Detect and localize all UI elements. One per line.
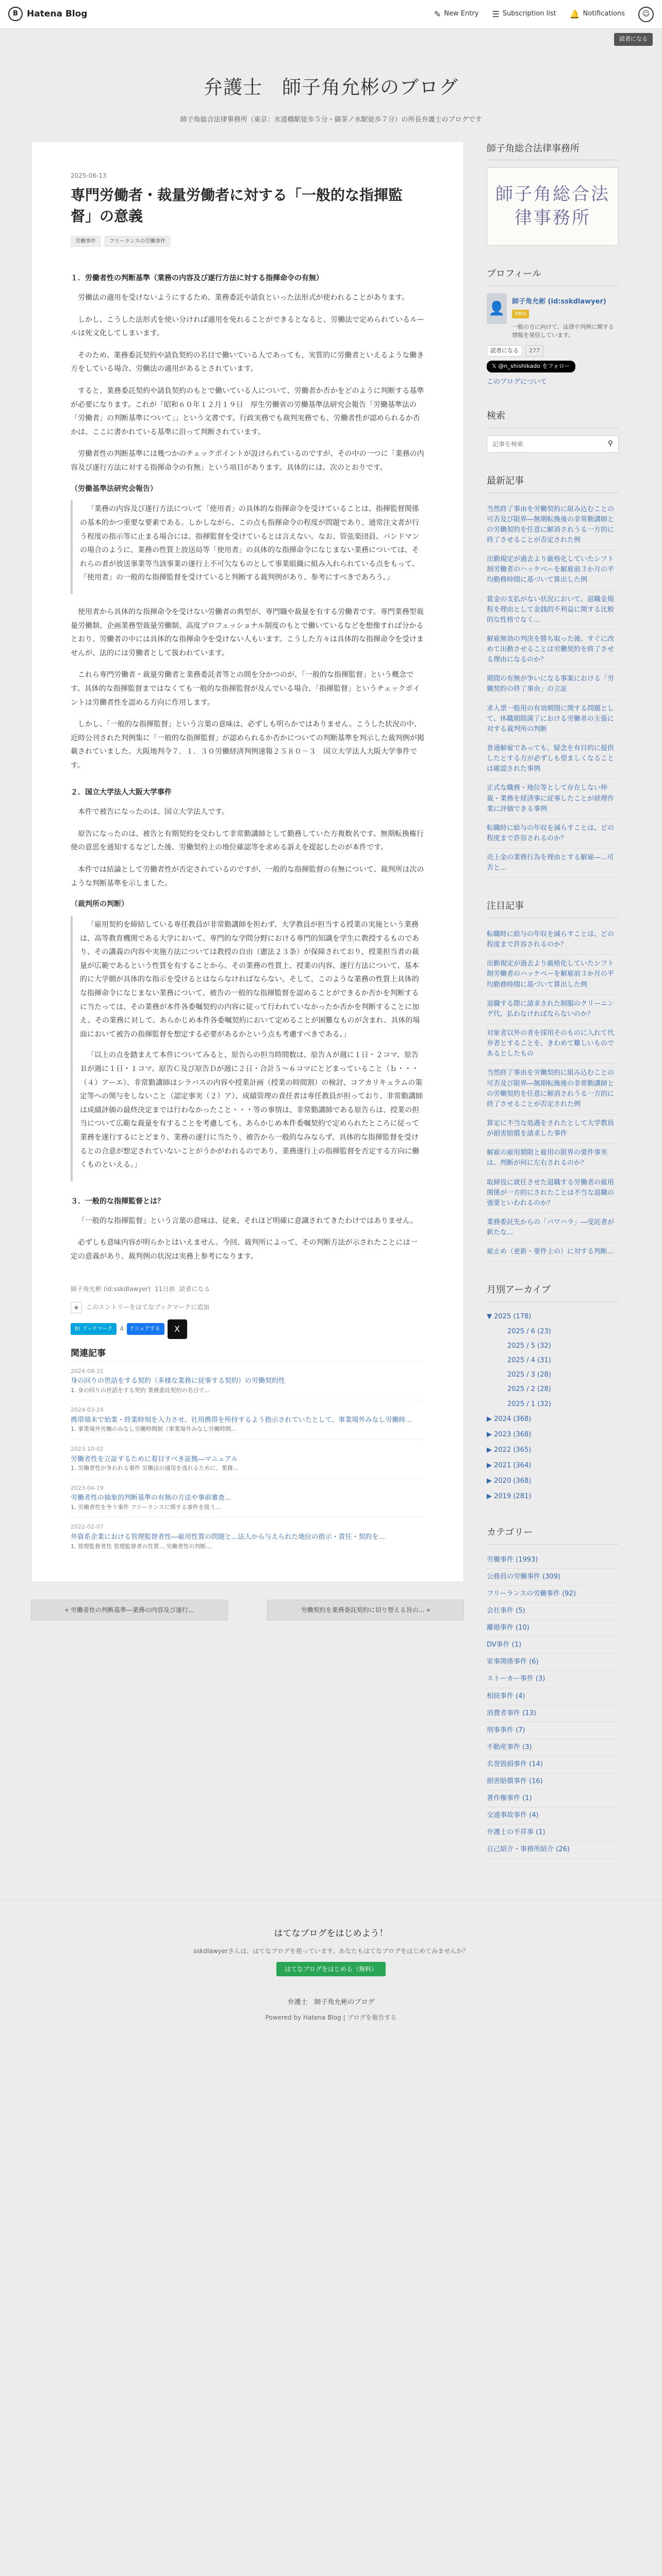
- quote-source: （労働基準法研究会報告）: [71, 484, 157, 493]
- recent-entry-link[interactable]: 解雇無効の判決を勝ち取った後、すぐに改めて出勤させることは労働契約を終了させる理由になるのか？: [487, 630, 619, 670]
- profile-avatar[interactable]: 👤: [487, 293, 507, 324]
- footer-title: はてなブログをはじめよう！: [274, 1928, 388, 1939]
- category-link[interactable]: ストーカー事件 (3): [487, 1671, 619, 1688]
- profile-name[interactable]: 師子角允彬 (id:sskdlawyer): [512, 297, 606, 306]
- star-label: このエントリーをはてなブックマークに追加: [86, 1303, 210, 1311]
- facebook-share-button[interactable]: f シェアする: [127, 1323, 164, 1335]
- category-link[interactable]: 名誉毀損事件 (14): [487, 1756, 619, 1773]
- category-link[interactable]: 交通事故事件 (4): [487, 1807, 619, 1824]
- notifications-link[interactable]: [570, 7, 625, 21]
- category-link[interactable]: DV事件 (1): [487, 1637, 619, 1654]
- related-snippet: 1. 身の回りの世話をする契約 業務委託契約の名目で...: [71, 1386, 210, 1394]
- blog-title[interactable]: 弁護士 師子角允彬のブログ: [204, 76, 458, 98]
- popular-entry-link[interactable]: 退職する際に請求された制服のクリーニング代、払わなければならないのか？: [487, 995, 619, 1024]
- start-blog-button[interactable]: はてなブログをはじめる（無料）: [276, 1962, 386, 1976]
- popular-entry-link[interactable]: 出勤規定が過去より厳格化していたシフト制労働者のハッケベーを解雇前３か月の平均勤務時間に基づいて算出した例: [487, 955, 619, 994]
- paragraph: そのため、業務委託契約や請負契約の名目で働いている人であっても、実質的に労働者といえるような働き方をしている場合、労働法の適用があるとされています。: [71, 351, 424, 374]
- archive-year[interactable]: ▶ 2024 (368): [487, 1415, 532, 1423]
- section-heading: １．労働者性の判断基準（業務の内容及び遂行方法に対する指揮命令の有無）: [71, 274, 323, 283]
- archive-year[interactable]: ▶ 2021 (364): [487, 1461, 532, 1469]
- sidebar: [487, 141, 619, 1879]
- related-date: 2023-04-19: [71, 1484, 104, 1492]
- category-link[interactable]: 公務員の労働事件 (309): [487, 1569, 619, 1586]
- popular-entry-link[interactable]: 解雇の雇用期限と雇用の限界の要件事実は、判断が何に左右されるのか？: [487, 1144, 619, 1173]
- module-title: 月別アーカイブ: [487, 1282, 619, 1302]
- related-link[interactable]: 外資系企業における管理監督者性―雇用性質の問題と...法人から与えられた地位の指示・責任・契約を...: [71, 1533, 385, 1541]
- x-follow-button[interactable]: 𝕏 @n_shishikado をフォロー: [487, 361, 575, 372]
- category-link[interactable]: 弁護士の不祥事 (1): [487, 1824, 619, 1841]
- paragraph: 使用者から具体的な指揮命令を受けない労働者の典型が、専門職や裁量を有する労働者です。専門業務型裁量労働制、企画業務型裁量労働制、高度プロフェッショナル制度のもとで働いているなどを想像すれば分かるとおり、労働者の中には具体的な指揮命令を受けない人もいます。こうした方々は具体的な指揮命令を受けませんが、法的には労働者として扱われています。: [71, 607, 424, 657]
- about-link[interactable]: このブログについて: [487, 378, 547, 386]
- category-tag[interactable]: フリーランスの労働事件: [105, 236, 170, 247]
- entry-footer: [71, 1284, 424, 1556]
- category-link[interactable]: 労働事件 (1993): [487, 1552, 619, 1569]
- paragraph: すると、業務委託契約や請負契約のもとで働いている人について、労働者か否かをどのように判断する基準が必要になります。これが「昭和６０年１２月１９日 厚生労働省の労働基準法研究会報告「労働基準法の「労働者」の判断基準について」」という文書です。行政実務でも裁判実務でも、労働者性が認められるか否かは、ここに書かれている基準に沿って判断されています。: [71, 387, 424, 436]
- section-heading: ３．一般的な指揮監督とは？: [71, 1197, 164, 1206]
- popular-entry-link[interactable]: 転職時に給与の年収を減らすことは、どの程度まで許容されるのか？: [487, 925, 619, 955]
- recent-entry-link[interactable]: 期間の有無が争いになる事案における「労働契約の終了事由」の立証: [487, 670, 619, 699]
- category-link[interactable]: 相続事件 (4): [487, 1688, 619, 1705]
- profile-text: 一般の方に向けて、法律や判例に関する情報を発信しています。: [512, 323, 614, 339]
- notifications-label: Notifications: [583, 10, 625, 18]
- related-snippet: 1. 労働者性が争われる事件 労働法の適用を逃れるために、業務...: [71, 1465, 238, 1472]
- module-title: カテゴリー: [487, 1525, 619, 1545]
- module-title: プロフィール: [487, 266, 619, 286]
- subscription-link[interactable]: [492, 7, 556, 21]
- category-tag[interactable]: 労働事件: [71, 236, 101, 247]
- x-share-button[interactable]: X: [168, 1319, 187, 1339]
- module-title: 最新記事: [487, 473, 619, 493]
- module-title: 師子角総合法律事務所: [487, 141, 619, 161]
- recent-entry-link[interactable]: 出勤規定が過去より厳格化していたシフト制労働者のハッケベーを解雇前３か月の平均勤務時間に基づいて算出した例: [487, 550, 619, 590]
- paragraph: 労働法の適用を受けないようにするため、業務委託や請負といった法形式が使われることがあります。: [78, 294, 409, 302]
- paragraph: 本件では結論として労働者性が否定されているのですが、一般的な指揮監督の有無について、裁判所は次のような判断基準を示しました。: [71, 866, 424, 888]
- paragraph: 本件で被告になったのは、国立大学法人です。: [78, 808, 229, 817]
- paragraph: しかし、こうした法形式を使い分ければ適用を免れることができるとなると、労働法で定められているルールは死文化してしまいます。: [71, 315, 424, 338]
- popular-entry-link[interactable]: 対象者以外の者を採用そのものに入れて代弁者とすることを、きわめて難しいものであるとしたもの: [487, 1024, 619, 1064]
- category-link[interactable]: 刑事事件 (7): [487, 1722, 619, 1739]
- recent-entry-link[interactable]: 転職時に給与の年収を減らすことは、どの程度まで許容されるのか？: [487, 819, 619, 849]
- prev-entry-button[interactable]: « 労働者性の判断基準―業務の内容及び遂行...: [31, 1600, 228, 1620]
- related-snippet: 1. 事業場外労働のみなし労働時間制（事業場外みなし労働時間...: [71, 1426, 237, 1433]
- archive-month[interactable]: 2025 / 1 (32): [507, 1400, 551, 1408]
- paragraph: しかし、「一般的な指揮監督」という言葉の意味は、必ずしも明らかではありません。こうした状況の中、近時公刊された判例集に「一般的な指揮監督」が認められるか否かについての判断基準を判示した裁判例が掲載されていました。大阪地判令７．１．３０労働経済判例速報２５８０－３ 国立大学法人大阪大学事件です。: [71, 720, 424, 770]
- related-entry[interactable]: [71, 1478, 424, 1517]
- search-icon[interactable]: ⚲: [607, 439, 613, 448]
- category-link[interactable]: 離婚事件 (10): [487, 1620, 619, 1637]
- recent-entry-link[interactable]: 求人票一般用の有効期間に関する問題として、休職期間満了における労働者の主張に対する裁判所の判断: [487, 700, 619, 739]
- subscriber-count: 277: [525, 345, 543, 357]
- archive-year-2025[interactable]: ▼ 2025 (178): [487, 1313, 532, 1321]
- category-link[interactable]: 消費者事件 (13): [487, 1705, 619, 1722]
- category-link[interactable]: 著作権事件 (1): [487, 1790, 619, 1807]
- add-star-icon[interactable]: ★: [71, 1302, 82, 1313]
- new-entry-label: New Entry: [444, 10, 479, 18]
- bell-icon: 🔔: [569, 9, 580, 19]
- hatena-logo-icon: B: [8, 7, 23, 21]
- section-heading: ２．国立大学法人大阪大学事件: [71, 788, 172, 797]
- user-avatar-icon[interactable]: ☺: [638, 7, 654, 22]
- related-link[interactable]: 労働者性の抽象的判断基準の有無の方法や事前審査...: [71, 1494, 231, 1502]
- related-snippet: 1. 管理監督者性 管理監督者の性質... 労働者性の判断...: [71, 1543, 211, 1550]
- related-title: 関連記事: [71, 1348, 106, 1359]
- hatena-blog-logo[interactable]: [8, 7, 87, 22]
- author-link[interactable]: 師子角允彬 (id:sskdlawyer): [71, 1285, 151, 1293]
- entry-title[interactable]: 専門労働者・裁量労働者に対する「一般的な指揮監督」の意義: [71, 187, 403, 225]
- new-entry-link[interactable]: [434, 7, 478, 21]
- global-header: [0, 0, 662, 29]
- popular-entry-link[interactable]: 算定に不当な処遇をされたとして大学教員が損害賠償を請求した事件: [487, 1114, 619, 1144]
- category-link[interactable]: 自己紹介・事務所紹介 (26): [487, 1841, 619, 1858]
- archive-month[interactable]: 2025 / 5 (32): [507, 1342, 551, 1350]
- next-entry-button[interactable]: 労働契約を業務委託契約に切り替える旨の... »: [267, 1600, 464, 1620]
- related-entry[interactable]: [71, 1439, 424, 1478]
- related-date: 2023-10-02: [71, 1445, 104, 1452]
- subscribe-link[interactable]: 読者になる: [179, 1285, 210, 1293]
- hatena-bookmark-button[interactable]: B! ブックマーク: [71, 1323, 117, 1335]
- paragraph: これら専門労働者・裁量労働者と業務委託者等との間を分かつのが、「一般的な指揮監督」という概念です。具体的な指揮監督まではなくても一般的な指揮監督が及んでいる場合、「指揮監督」というチェックポイントは労働者性を認める方向に作用します。: [71, 671, 420, 707]
- quote-text: 「以上の点を踏まえて本件についてみると、原告らの担当時間数は、原告Ａが週に１日・２コマ、原告Ｂが週に１日・１コマ、原告Ｃ及び原告Ｄが週に２日・合計５～６コマにとどまっていること（ｂ・・・（４）アーエ）、非常勤講師はシラバスの内容や授業計画（授業の時間割）の検討、コアカリキュラムの策定等への関与をしないこと（認定事実（２）ア）、成績管理の責任者は専任教員が担っており、非常勤講師は成績評価の最終決定までは行わなかったこと・・・等の事情は、非常勤講師である原告らは、授業の担当について広範な裁量を有することを考慮しても、あらかじめ本件委嘱契約で定められたところに従って業務を遂行するにとどまり、業務の遂行に当たり、被告から一般的なみならず、具体的な指揮監督を受けるとの合意が想定されていないことがうかがわれるのであり、業務遂行上の指揮監督を否定する方向に働くものといえる。」: [80, 1051, 423, 1170]
- archive-month[interactable]: 2025 / 4 (31): [507, 1357, 551, 1365]
- paragraph: 必ずしも意味内容が明らかとはいえません。今回、裁判所によって、その判断方法が示されたことには一定の意義があり、裁判例の状況は実務上参考になります。: [71, 1239, 418, 1261]
- archive-month[interactable]: 2025 / 2 (28): [507, 1385, 551, 1394]
- quote-text: 「雇用契約を締結している専任教員が非常勤講師を担わず、大学教員が担当する授業の実施という業務は、高等教育機関である大学において、専門的な学問分野における専門的知識を学生に教授するものであり、その講義の内容や実施方法については教授の自由（憲法２３条）が保障されており、授業担当者の裁量が広範であるという性質を有することから、その業務の性質上、授業の内容、遂行方法について、基本的に大学側が具体的な指示を受けるとはならなければならない。そして、このような業務の性質上具体的な指揮命令になじまない業務について、被告の一般的な指揮監督を認めることができるか否かを判断するに当たっては、その業務が本件各委嘱契約の内容に従って行われていなかったか否かを判断することに加え、その業務に対して、あらかじめ本件各委嘱契約において定めることが困難なものが含まれ、具体的場面において被告の指揮監督を想定する必要があるかという点も考慮すべきである。」: [80, 921, 420, 1039]
- recent-entry-link[interactable]: 賞金の支払がない状況において、退職金規程を理由として金銭的不利益に関する比較的な性格でなく...: [487, 590, 619, 630]
- blockquote: [71, 916, 424, 1181]
- archive-year[interactable]: ▶ 2022 (365): [487, 1446, 532, 1454]
- module-title: 注目記事: [487, 899, 619, 918]
- entry-time[interactable]: 11日前: [155, 1285, 175, 1293]
- popular-entry-link[interactable]: 業務委託先からの「パワハラ」―受託者が新たな...: [487, 1213, 619, 1243]
- archive-year[interactable]: ▶ 2020 (368): [487, 1477, 532, 1485]
- recent-entry-link[interactable]: 普通解雇であっても、疑念を有目的に提供したとする方が必ずしも望ましくなることは確認された事例: [487, 739, 619, 779]
- related-entry[interactable]: [71, 1361, 424, 1400]
- subscribe-button[interactable]: 読者になる: [487, 345, 522, 357]
- list-icon: ☰: [492, 9, 500, 19]
- subscription-label: Subscription list: [502, 10, 556, 18]
- blog-description: 師子角総合法律事務所（東京：水道橋駅徒歩５分・御茶ノ水駅徒歩７分）の所長弁護士のブログです: [180, 115, 482, 124]
- category-link[interactable]: フリーランスの労働事件 (92): [487, 1586, 619, 1603]
- entry-article: [31, 141, 464, 1582]
- search-input[interactable]: [492, 440, 595, 448]
- category-link[interactable]: 会社事件 (5): [487, 1603, 619, 1620]
- related-date: 2024-08-31: [71, 1367, 104, 1375]
- footer-blog-link[interactable]: 弁護士 師子角允彬のブログ: [287, 1998, 375, 2007]
- category-link[interactable]: 不動産事件 (3): [487, 1739, 619, 1756]
- related-entry[interactable]: [71, 1517, 424, 1556]
- related-date: 2022-02-07: [71, 1523, 104, 1531]
- recent-entry-link[interactable]: 当然終了事由を労働契約に組み込むことの可否及び限界―無期転換後の非常勤講師との労働契約を任意に解消されうる一方的に終了させることが否定された例: [487, 500, 619, 551]
- popular-entry-link[interactable]: 当然終了事由を労働契約に組み込むことの可否及び限界―無期転換後の非常勤講師との労働契約を任意に解消されうる一方的に終了させることが否定された例: [487, 1064, 619, 1114]
- search-box: [487, 435, 619, 453]
- popular-entry-link[interactable]: 雇止め（更新・要件上の）に対する判断...: [487, 1243, 619, 1262]
- related-entry[interactable]: [71, 1400, 424, 1439]
- recent-entry-link[interactable]: 売上金の業務行為を理由とする解雇―...可否と...: [487, 849, 619, 878]
- footer-desc: sskdlawyerさんは、はてなブログを使っています。あなたもはてなブログをはじめてみませんか？: [193, 1947, 469, 1955]
- archive-month[interactable]: 2025 / 6 (23): [507, 1328, 551, 1336]
- archive-year[interactable]: ▶ 2019 (281): [487, 1493, 532, 1501]
- bookmark-count[interactable]: 4: [120, 1325, 124, 1333]
- related-link[interactable]: 労働者性を立証するために着目すべき証拠―マニュアル: [71, 1455, 238, 1463]
- popular-entry-link[interactable]: 取締役に就任させた退職する労働者の雇用関係が一方的にされたことは不当な退職の強要といわれるのか？: [487, 1174, 619, 1213]
- recent-entry-link[interactable]: 正式な職務・地位等として存在しない仲裁・業務を経済事に従事したことが経理作業に評価できる事例: [487, 779, 619, 819]
- entry-date[interactable]: 2025-06-13: [71, 172, 107, 179]
- paragraph: 労働者性の判断基準には幾つかのチェックポイントが設けられているのですが、その中の一つに「業務の内容及び遂行方法に対する指揮命令の有無」という項目があります。具体的には、次のとおりです。: [71, 450, 424, 472]
- powered-by[interactable]: Powered by Hatena Blog | ブログを報告する: [265, 2014, 397, 2022]
- pro-badge: PRO: [512, 310, 529, 318]
- related-link[interactable]: 携帯端末で始業・終業時刻を入力させ、社用携帯を所持するよう指示されていたとして、事業場外みなし労働時...: [71, 1416, 412, 1424]
- category-link[interactable]: 家事関係事件 (6): [487, 1654, 619, 1671]
- archive-year[interactable]: ▶ 2023 (368): [487, 1430, 532, 1438]
- related-date: 2024-03-24: [71, 1406, 104, 1414]
- paragraph: 「一般的な指揮監督」という言葉の意味は、従来、それほど明確に意識されてきたわけではありません。: [78, 1216, 418, 1225]
- blockquote: [71, 500, 424, 594]
- firm-logo-image[interactable]: 師子角総合法律事務所: [487, 167, 619, 246]
- category-link[interactable]: 損害賠償事件 (16): [487, 1773, 619, 1790]
- subscribe-button[interactable]: 読者になる: [614, 33, 653, 46]
- pencil-icon: ✎: [434, 9, 441, 19]
- module-title: 検索: [487, 409, 619, 428]
- quote-source: （裁判所の判断）: [71, 900, 128, 909]
- quote-text: 「業務の内容及び遂行方法について「使用者」の具体的な指揮命令を受けていることは、指揮監督関係の基本的かつ重要な要素である。しかしながら、この点も指揮命令の程度が問題であり、通常注文者が行う程度の指示等に止まる場合には、指揮監督を受けているとは言えない。なお、管弦楽団員、バンドマンの場合のように、業務の性質上放送局等「使用者」の具体的な指揮命令になじまない業務については、それらの者が放送事業等当該事業の遂行上不可欠なものとして事業組織に組み入れられている点をもって、「使用者」の一般的な指揮監督を受けていると判断する裁判例があり、参考にすべきであろう。」: [80, 505, 419, 582]
- archive-month[interactable]: 2025 / 3 (28): [507, 1371, 551, 1379]
- paragraph: 原告になったのは、被告と有期契約を交わして非常勤講師として勤務していた方複数名です。無期転換権行使の意思を通知するなどした後、労働契約上の地位確認等を求める訴えを提起したのが本件です。: [71, 829, 424, 852]
- logo-text: Hatena Blog: [27, 9, 88, 20]
- page-footer: [0, 1900, 662, 2054]
- related-snippet: 1. 労働者性を争う事件 フリーランスに関する事件を扱う...: [71, 1503, 221, 1511]
- related-link[interactable]: 身の回りの世話をする契約（多様な業務に従事する契約）の労働契約性: [71, 1377, 286, 1385]
